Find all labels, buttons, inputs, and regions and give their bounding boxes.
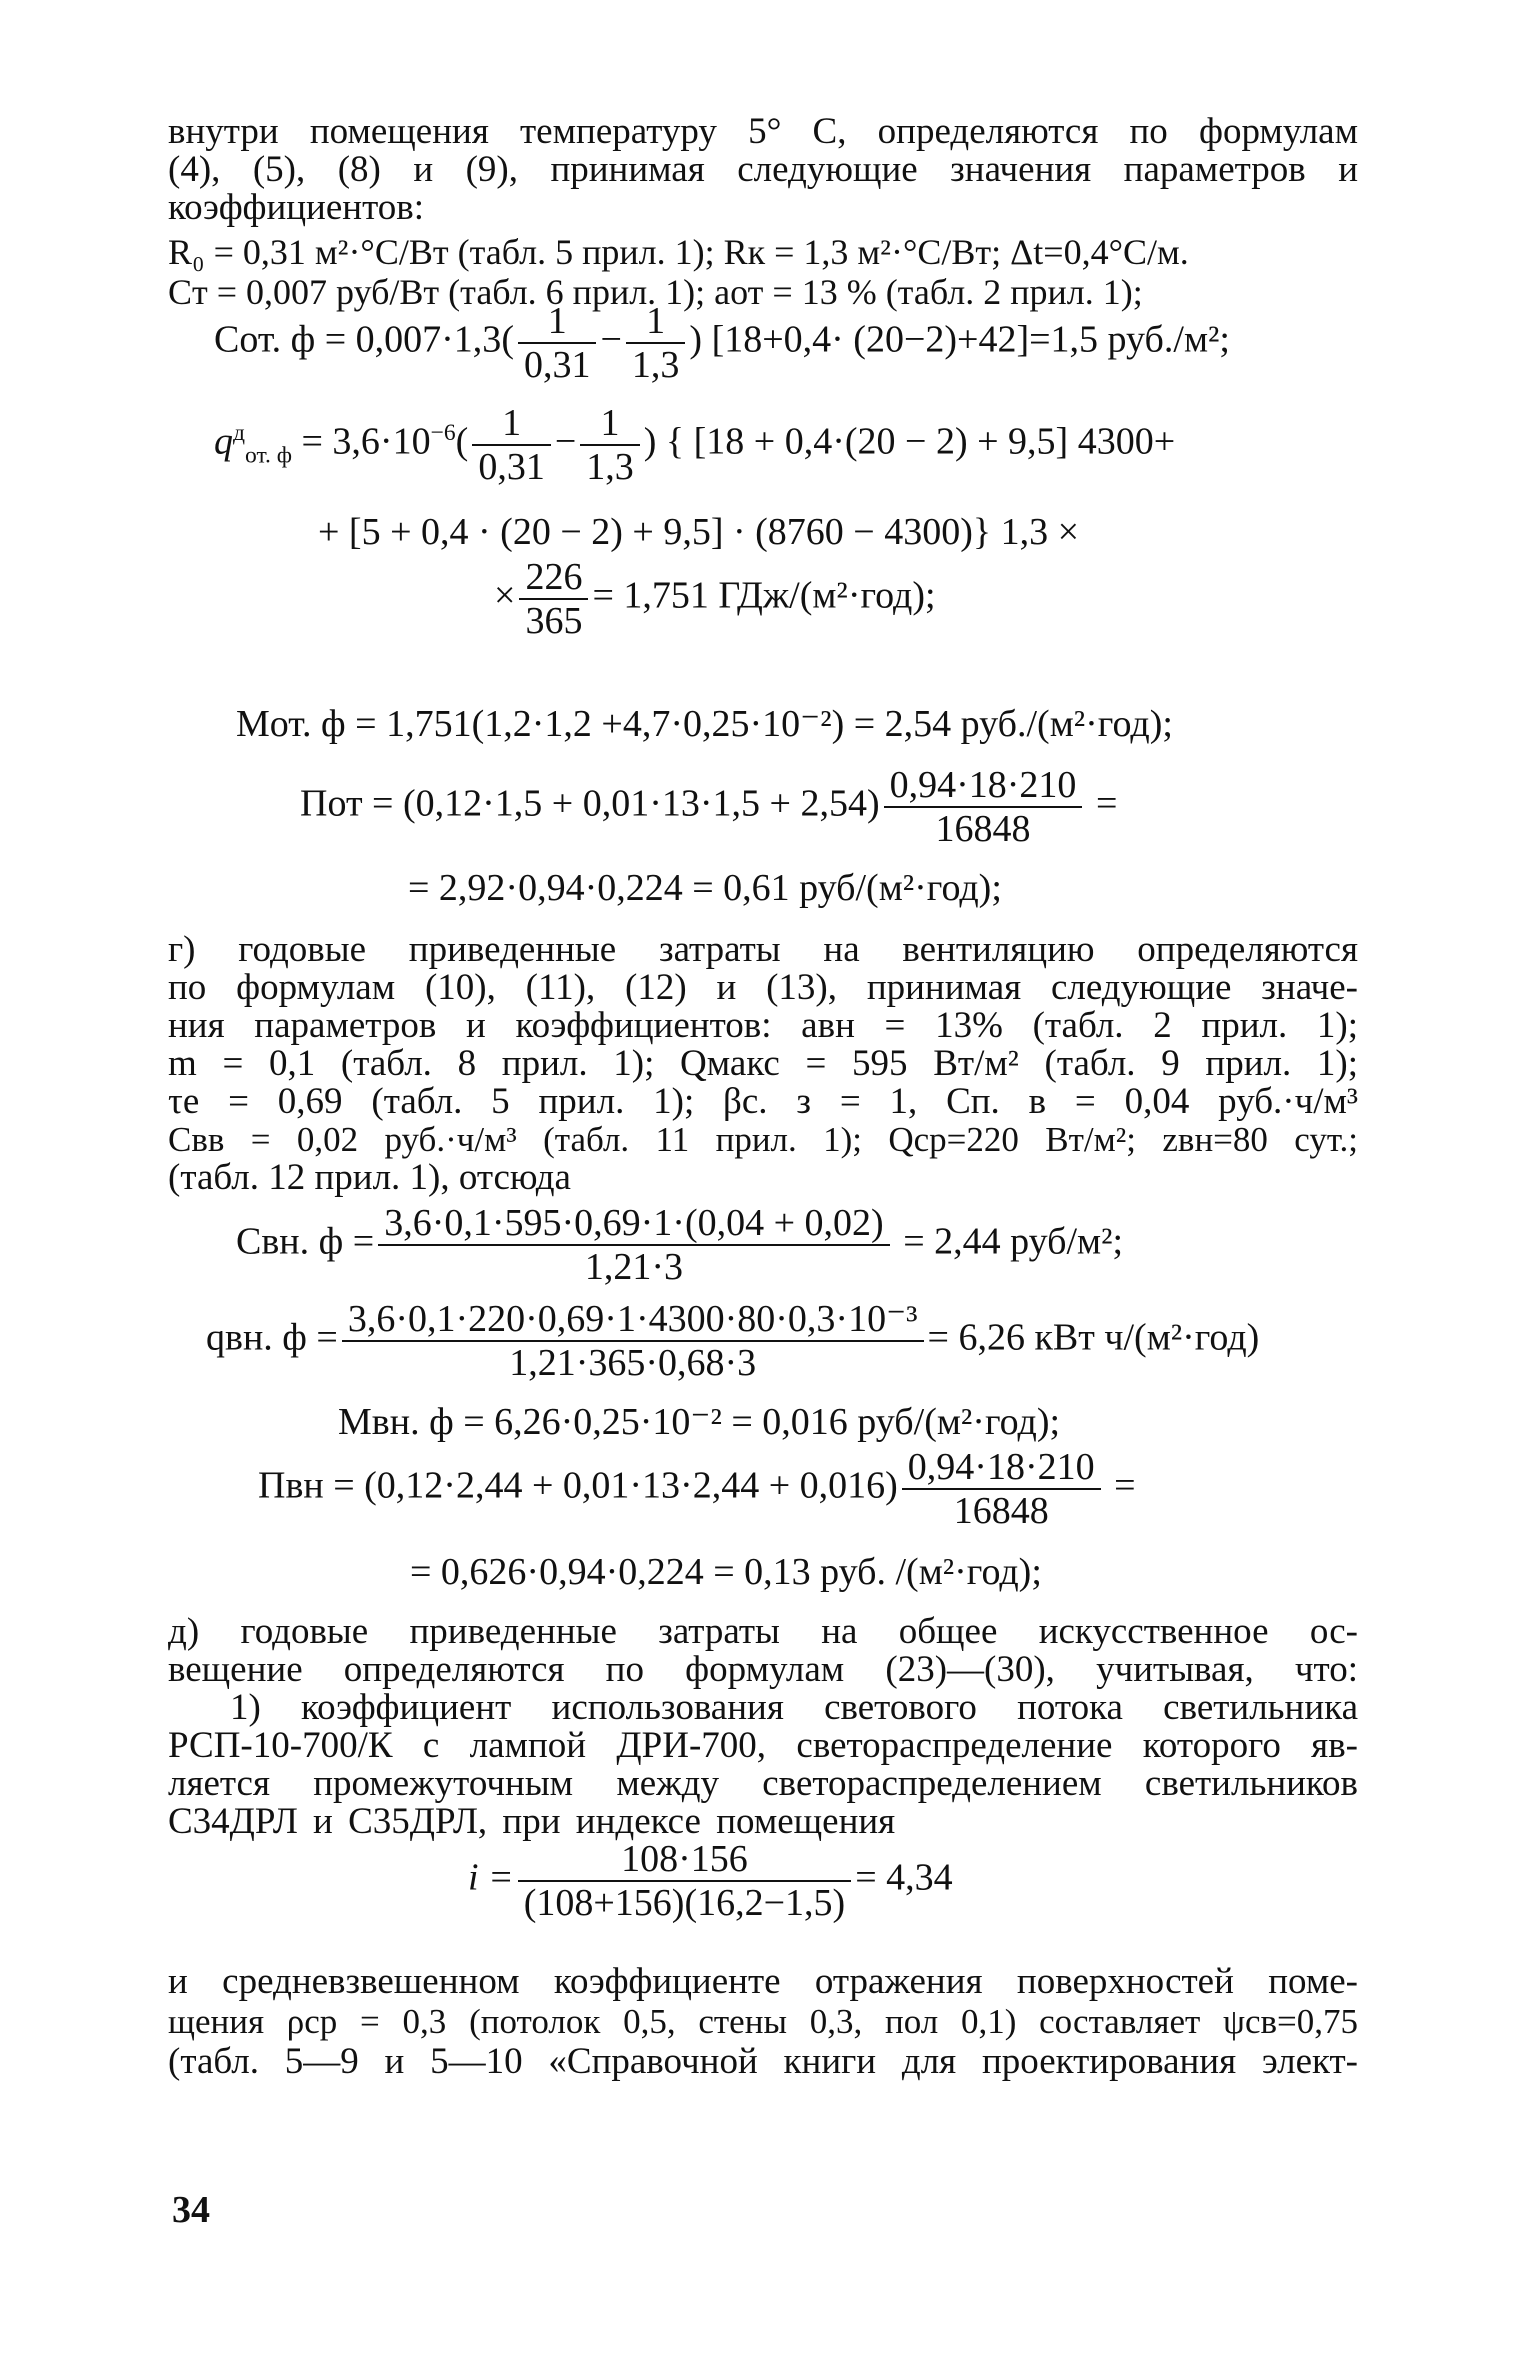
fraction: $\frac{0,94\cdot 18\cdot 210}{16848}$ [884,764,1083,850]
equation-p-ot-line2: = 2,92·0,94·0,224 = 0,61 руб/(м²·год); [408,867,1002,909]
fraction: $\frac{1}{0,31}$ [472,402,551,488]
text-line: ляется промежуточным между светораспределением светильников [168,1763,1358,1804]
text-line: щения ρср = 0,3 (потолок 0,5, стены 0,3, пол 0,1) составляет ψсв=0,75 [168,2002,1358,2041]
fraction: $\frac{1}{1,3}$ [580,402,640,488]
text-line: С34ДРЛ и С35ДРЛ, при индексе помещения [168,1801,896,1842]
eq-lhs: Cот. ф = 0,007·1,3 [214,318,502,361]
fraction: $\frac{108\cdot 156}{(108+156)(16,2-1,5)}$ [518,1838,851,1924]
text-line: коэффициентов: [168,187,425,228]
params-line: R₀ = 0,31 м²·°С/Вт (табл. 5 прил. 1); Rк = 1,3 м²·°С/Вт; Δt=0,4°С/м. [168,232,1189,272]
page-number: 34 [172,2189,210,2231]
text-line: РСП-10-700/К с лампой ДРИ-700, светораспределение которого яв- [168,1725,1358,1766]
text-line: Cвв = 0,02 руб.·ч/м³ (табл. 11 прил. 1); Qср=220 Вт/м²; zвн=80 сут.; [168,1120,1358,1159]
equation-p-ot: Пот = (0,12·1,5 + 0,01·13·1,5 + 2,54) $\frac{0,94\cdot 18\cdot 210}{16848}$ = [300,764,1118,850]
fraction: $\frac{\text{3,6·0,1·220·0,69·1·4300·80·0,3·10⁻³}}{1,21\cdot 365\cdot 0,68\cdot 3}$ [342,1298,924,1384]
text-line: (табл. 12 прил. 1), отсюда [168,1157,571,1198]
equation-q-ot: $q^д_{от. ф} = 3,6\cdot 10^{-6}$( $\frac{1}{0,31}$ − $\frac{1}{1,3}$ ) { [18 + 0,4·(20 − 2) + 9,5] 4300+ [214,402,1176,488]
text-line: (табл. 5—9 и 5—10 «Справочной книги для проектирования элект- [168,2041,1358,2082]
equation-m-vn: Mвн. ф = 6,26·0,25·10⁻² = 0,016 руб/(м²·год); [338,1401,1061,1443]
text-line: 1) коэффициент использования светового потока светильника [230,1687,1358,1728]
text-line: m = 0,1 (табл. 8 прил. 1); Qмакс = 595 Вт/м² (табл. 9 прил. 1); [168,1043,1358,1084]
text-line: д) годовые приведенные затраты на общее искусственное ос- [168,1611,1358,1652]
text-line: внутри помещения температуру 5° С, определяются по формулам [168,111,1358,152]
fraction: $\frac{3,6\cdot 0,1\cdot 595\cdot 0,69\cdot 1\cdot(0,04 + 0,02)}{1,21\cdot 3}$ [378,1202,890,1288]
equation-m-ot: Mот. ф = 1,751(1,2·1,2 +4,7·0,25·10⁻²) = 2,54 руб./(м²·год); [236,703,1173,745]
text-line: (4), (5), (8) и (9), принимая следующие значения параметров и [168,149,1358,190]
equation-c-vn: Cвн. ф = $\frac{3,6\cdot 0,1\cdot 595\cdot 0,69\cdot 1\cdot(0,04 + 0,02)}{1,21\cdot 3}$ = 2,44 руб/м²; [236,1202,1124,1288]
equation-c-ot: Cот. ф = 0,007·1,3( $\frac{1}{0,31}$ − $\frac{1}{1,3}$ ) [18+0,4· (20−2)+42]=1,5 руб./м²; [214,300,1230,386]
fraction: $\frac{226}{365}$ [519,556,588,642]
text-line: τе = 0,69 (табл. 5 прил. 1); βс. з = 1, Cп. в = 0,04 руб.·ч/м³ [168,1081,1358,1122]
text-line: и средневзвешенном коэффициенте отражения поверхностей поме- [168,1961,1358,2002]
equation-i: i = $\frac{108\cdot 156}{(108+156)(16,2-1,5)}$ = 4,34 [468,1838,953,1924]
equation-q-ot-line2: + [5 + 0,4 · (20 − 2) + 9,5] · (8760 − 4300)} 1,3 × [318,511,1080,553]
fraction: $\frac{1}{0,31}$ [518,300,597,386]
text-line: г) годовые приведенные затраты на вентиляцию определяются [168,929,1358,970]
equation-q-ot-line3: × $\frac{226}{365}$ = 1,751 ГДж/(м²·год); [494,556,936,642]
fraction: $\frac{1}{1,3}$ [626,300,686,386]
equation-p-vn: Пвн = (0,12·2,44 + 0,01·13·2,44 + 0,016) $\frac{0,94\cdot 18\cdot 210}{16848}$ = [258,1446,1136,1532]
eq-rhs: [18+0,4· (20−2)+42]=1,5 руб./м²; [711,318,1230,361]
text-line: ния параметров и коэффициентов: aвн = 13% (табл. 2 прил. 1); [168,1005,1358,1046]
fraction: $\frac{0,94\cdot 18\cdot 210}{16848}$ [902,1446,1101,1532]
text-line: вещение определяются по формулам (23)—(30), учитывая, что: [168,1649,1358,1690]
text-line: по формулам (10), (11), (12) и (13), принимая следующие значе- [168,967,1358,1008]
equation-p-vn-line2: = 0,626·0,94·0,224 = 0,13 руб. /(м²·год); [410,1551,1042,1593]
params-line: Cт = 0,007 руб/Вт (табл. 6 прил. 1); aот = 13 % (табл. 2 прил. 1); [168,272,1143,312]
equation-q-vn: qвн. ф = $\frac{\text{3,6·0,1·220·0,69·1·4300·80·0,3·10⁻³}}{1,21\cdot 365\cdot 0,68\cdot 3}$ = 6,26 кВт ч/(м²·год) [206,1298,1260,1384]
